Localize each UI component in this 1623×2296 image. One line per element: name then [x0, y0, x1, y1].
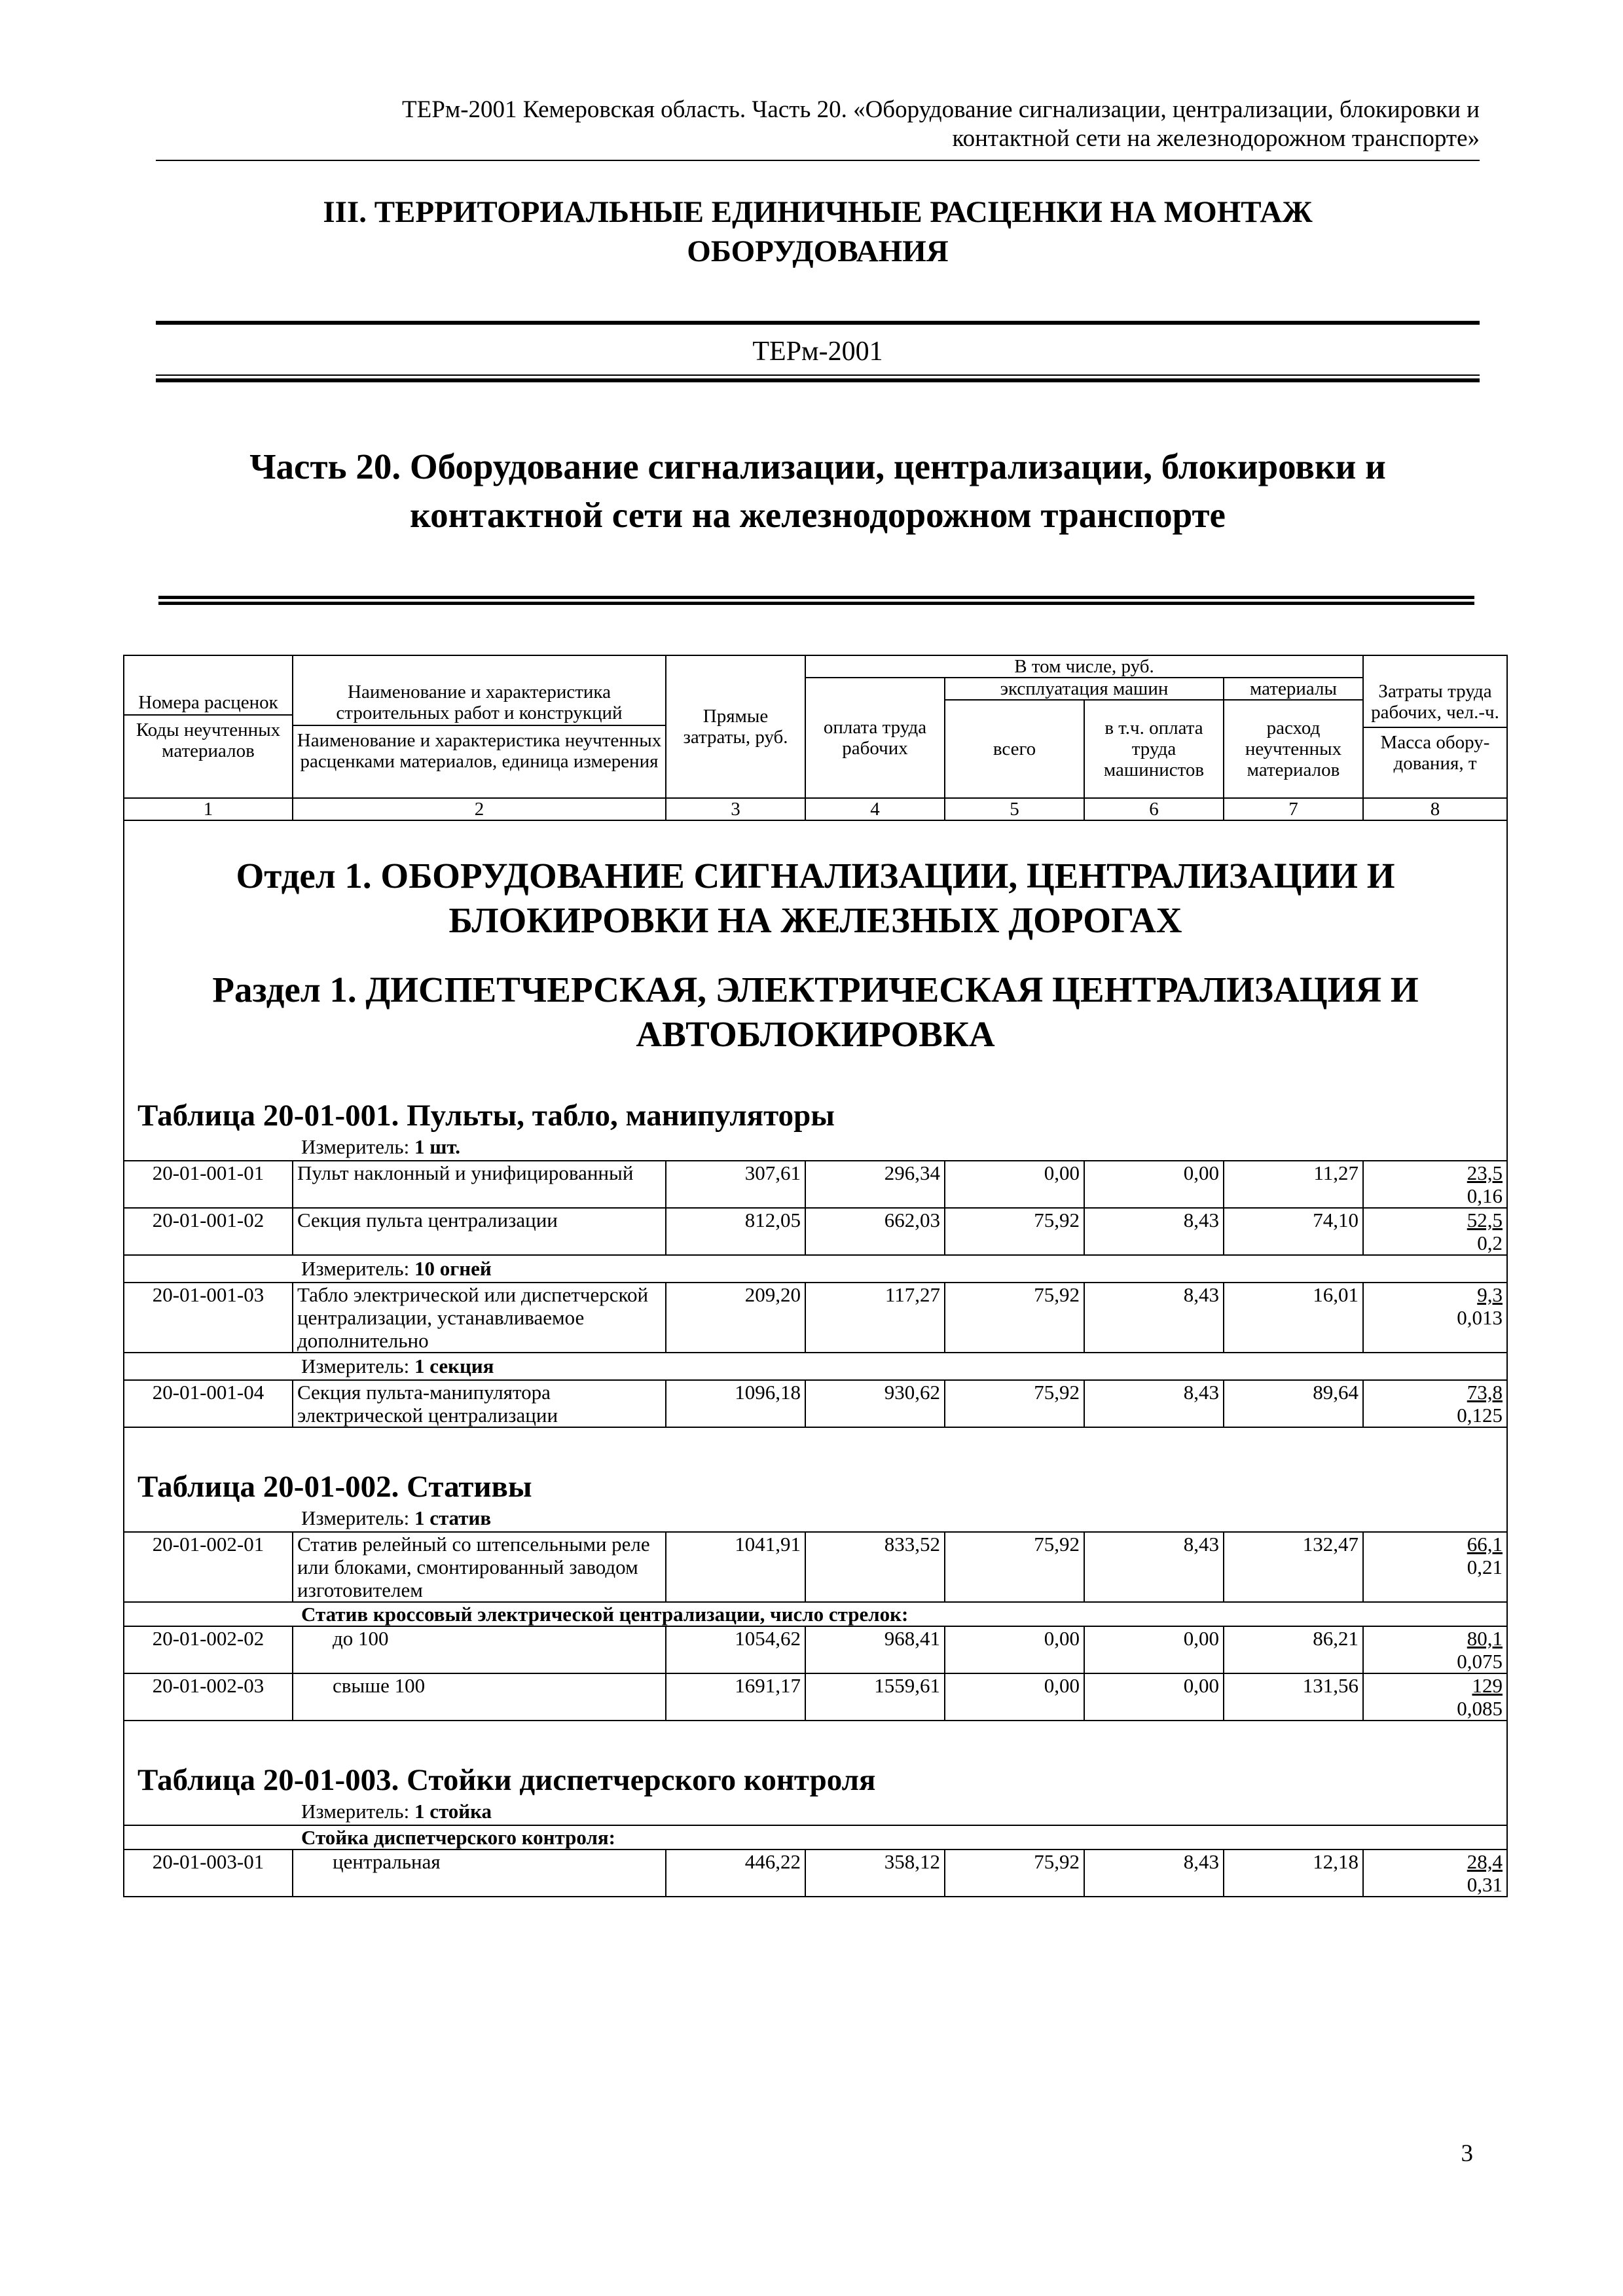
header-col7: расход неучтенных материалов [1224, 700, 1363, 798]
labor-hours: 23,5 [1467, 1161, 1503, 1184]
labor-mass-cell [1363, 1208, 1507, 1255]
table-2-heading-block [124, 1427, 1507, 1532]
labor-pay: 1559,61 [805, 1673, 945, 1721]
header-materials: материалы [1224, 678, 1363, 700]
machinists-pay: 0,00 [1084, 1161, 1224, 1208]
page-number: 3 [1461, 2140, 1473, 2167]
equipment-mass: 0,2 [1477, 1231, 1503, 1254]
labor-mass-cell [1363, 1626, 1507, 1673]
section-heading: Раздел 1. ДИСПЕТЧЕРСКАЯ, ЭЛЕКТРИЧЕСКАЯ ЦЕНТРАЛИЗАЦИЯ И АВТОБЛОКИРОВКА [212, 970, 1419, 1054]
direct-cost: 1096,18 [666, 1380, 805, 1427]
rate-code: 20-01-001-03 [124, 1283, 293, 1353]
header-col3: Прямые затраты, руб. [666, 655, 805, 798]
materials-cost: 131,56 [1224, 1673, 1363, 1721]
table-2-subheading: Статив кроссовый электрической централизации, число стрелок: [124, 1602, 1507, 1626]
direct-cost: 812,05 [666, 1208, 805, 1255]
header-machines: эксплуатация машин [945, 678, 1224, 700]
column-number: 7 [1224, 798, 1363, 820]
rate-code: 20-01-003-01 [124, 1850, 293, 1897]
machinists-pay: 8,43 [1084, 1208, 1224, 1255]
double-divider [158, 596, 1474, 605]
rate-code: 20-01-002-01 [124, 1532, 293, 1602]
labor-hours: 28,4 [1467, 1850, 1503, 1873]
table-row [124, 1380, 1507, 1427]
column-number: 5 [945, 798, 1084, 820]
labor-pay: 358,12 [805, 1850, 945, 1897]
labor-mass-cell [1363, 1380, 1507, 1427]
equipment-mass: 0,125 [1457, 1404, 1503, 1427]
table-1-meter-3: Измеритель: 1 секция [301, 1355, 494, 1377]
equipment-mass: 0,013 [1457, 1306, 1503, 1329]
term-box [156, 321, 1480, 382]
table-1-title: Таблица 20-01-001. Пульты, табло, манипуляторы [137, 1099, 835, 1133]
meter-row [124, 1255, 1507, 1283]
part-title [156, 443, 1480, 539]
table-2-meter-1: Измеритель: 1 статив [301, 1506, 492, 1529]
equipment-mass: 0,21 [1467, 1556, 1503, 1578]
machines-total: 75,92 [945, 1850, 1084, 1897]
column-number: 6 [1084, 798, 1224, 820]
labor-hours: 129 [1472, 1674, 1503, 1697]
column-number: 3 [666, 798, 805, 820]
labor-pay: 117,27 [805, 1283, 945, 1353]
rate-name: центральная [293, 1850, 666, 1897]
rate-name: Табло электрической или диспетчерской централизации, устанавливаемое дополнительно [293, 1283, 666, 1353]
materials-cost: 12,18 [1224, 1850, 1363, 1897]
column-numbers-row [124, 798, 1507, 820]
rates-table [123, 655, 1508, 1897]
materials-cost: 74,10 [1224, 1208, 1363, 1255]
term-box-label: ТЕРм-2001 [752, 337, 883, 367]
rate-name: Пульт наклонный и унифицированный [293, 1161, 666, 1208]
labor-hours: 73,8 [1467, 1381, 1503, 1404]
table-3-title: Таблица 20-01-003. Стойки диспетчерского контроля [137, 1763, 876, 1797]
direct-cost: 1691,17 [666, 1673, 805, 1721]
part-title-line2: контактной сети на железнодорожном транспорте [410, 495, 1226, 535]
header-col5: всего [945, 700, 1084, 798]
column-number: 1 [124, 798, 293, 820]
header-col1: Номера расценок Коды неучтенных материалов [124, 655, 293, 798]
labor-mass-cell [1363, 1161, 1507, 1208]
header-col6: в т.ч. оплата труда машинистов [1084, 700, 1224, 798]
table-header [124, 655, 1507, 820]
table-3-subheading: Стойка диспетчерского контроля: [124, 1825, 1507, 1850]
rate-name: до 100 [293, 1626, 666, 1673]
column-number: 8 [1363, 798, 1507, 820]
direct-cost: 1041,91 [666, 1532, 805, 1602]
equipment-mass: 0,16 [1467, 1184, 1503, 1207]
header-col8: Затраты труда рабочих, чел.-ч. Масса обору-дования, т [1363, 655, 1507, 798]
machinists-pay: 0,00 [1084, 1673, 1224, 1721]
column-number: 2 [293, 798, 666, 820]
labor-mass-cell [1363, 1673, 1507, 1721]
rate-code: 20-01-002-03 [124, 1673, 293, 1721]
labor-hours: 66,1 [1467, 1533, 1503, 1556]
machines-total: 75,92 [945, 1283, 1084, 1353]
rate-code: 20-01-002-02 [124, 1626, 293, 1673]
labor-mass-cell [1363, 1283, 1507, 1353]
direct-cost: 1054,62 [666, 1626, 805, 1673]
table-row [124, 1532, 1507, 1602]
rate-code: 20-01-001-02 [124, 1208, 293, 1255]
machines-total: 0,00 [945, 1626, 1084, 1673]
table-row [124, 1850, 1507, 1897]
materials-cost: 11,27 [1224, 1161, 1363, 1208]
table-row [124, 1208, 1507, 1255]
header-col2: Наименование и характеристика строительных работ и конструкций Наименование и характеристика неучтенных расценками материалов, единица измерения [293, 655, 666, 798]
header-including: В том числе, руб. [805, 655, 1363, 678]
labor-mass-cell [1363, 1850, 1507, 1897]
section-title-line2: ОБОРУДОВАНИЯ [687, 234, 949, 268]
titles-block [124, 820, 1507, 1161]
rate-code: 20-01-001-01 [124, 1161, 293, 1208]
labor-pay: 833,52 [805, 1532, 945, 1602]
rate-name: Секция пульта централизации [293, 1208, 666, 1255]
table-1-meter-1: Измеритель: 1 шт. [301, 1135, 461, 1158]
running-header-line2: контактной сети на железнодорожном транспорте» [952, 125, 1480, 152]
labor-hours: 9,3 [1477, 1283, 1503, 1306]
department-title: Отдел 1. ОБОРУДОВАНИЕ СИГНАЛИЗАЦИИ, ЦЕНТРАЛИЗАЦИИ И БЛОКИРОВКИ НА ЖЕЛЕЗНЫХ ДОРОГАХ [236, 856, 1395, 940]
materials-cost: 86,21 [1224, 1626, 1363, 1673]
meter-row [124, 1353, 1507, 1380]
table-row [124, 1161, 1507, 1208]
table-row [124, 1283, 1507, 1353]
machinists-pay: 8,43 [1084, 1850, 1224, 1897]
table-3-heading-block [124, 1721, 1507, 1825]
labor-hours: 52,5 [1467, 1209, 1503, 1231]
running-header [131, 96, 1480, 153]
direct-cost: 307,61 [666, 1161, 805, 1208]
materials-cost: 16,01 [1224, 1283, 1363, 1353]
table-1-meter-2: Измеритель: 10 огней [301, 1257, 492, 1280]
machines-total: 0,00 [945, 1161, 1084, 1208]
direct-cost: 446,22 [666, 1850, 805, 1897]
labor-pay: 296,34 [805, 1161, 945, 1208]
rate-code: 20-01-001-04 [124, 1380, 293, 1427]
machines-total: 75,92 [945, 1532, 1084, 1602]
equipment-mass: 0,075 [1457, 1650, 1503, 1673]
labor-mass-cell [1363, 1532, 1507, 1602]
table-3-meter-1: Измеритель: 1 стойка [301, 1800, 492, 1823]
machines-total: 75,92 [945, 1208, 1084, 1255]
running-header-line1: ТЕРм-2001 Кемеровская область. Часть 20. «Оборудование сигнализации, централизации, блокировки и [402, 96, 1480, 123]
machinists-pay: 8,43 [1084, 1380, 1224, 1427]
section-title-line1: III. ТЕРРИТОРИАЛЬНЫЕ ЕДИНИЧНЫЕ РАСЦЕНКИ НА МОНТАЖ [323, 195, 1313, 229]
machinists-pay: 0,00 [1084, 1626, 1224, 1673]
labor-pay: 968,41 [805, 1626, 945, 1673]
rate-name: Секция пульта-манипулятора электрической централизации [293, 1380, 666, 1427]
table-row [124, 1673, 1507, 1721]
machinists-pay: 8,43 [1084, 1532, 1224, 1602]
section-title [156, 192, 1480, 271]
direct-cost: 209,20 [666, 1283, 805, 1353]
labor-pay: 662,03 [805, 1208, 945, 1255]
rate-name: свыше 100 [293, 1673, 666, 1721]
materials-cost: 132,47 [1224, 1532, 1363, 1602]
labor-hours: 80,1 [1467, 1627, 1503, 1650]
machinists-pay: 8,43 [1084, 1283, 1224, 1353]
materials-cost: 89,64 [1224, 1380, 1363, 1427]
table-2-title: Таблица 20-01-002. Стативы [137, 1470, 532, 1504]
part-title-line1: Часть 20. Оборудование сигнализации, централизации, блокировки и [249, 446, 1386, 486]
column-number: 4 [805, 798, 945, 820]
table-row [124, 1626, 1507, 1673]
machines-total: 0,00 [945, 1673, 1084, 1721]
rate-name: Статив релейный со штепсельными реле или блоками, смонтированный заводом изготовителем [293, 1532, 666, 1602]
header-divider [156, 160, 1480, 161]
equipment-mass: 0,31 [1467, 1873, 1503, 1896]
labor-pay: 930,62 [805, 1380, 945, 1427]
equipment-mass: 0,085 [1457, 1697, 1503, 1720]
machines-total: 75,92 [945, 1380, 1084, 1427]
header-col4: оплата труда рабочих [805, 678, 945, 798]
